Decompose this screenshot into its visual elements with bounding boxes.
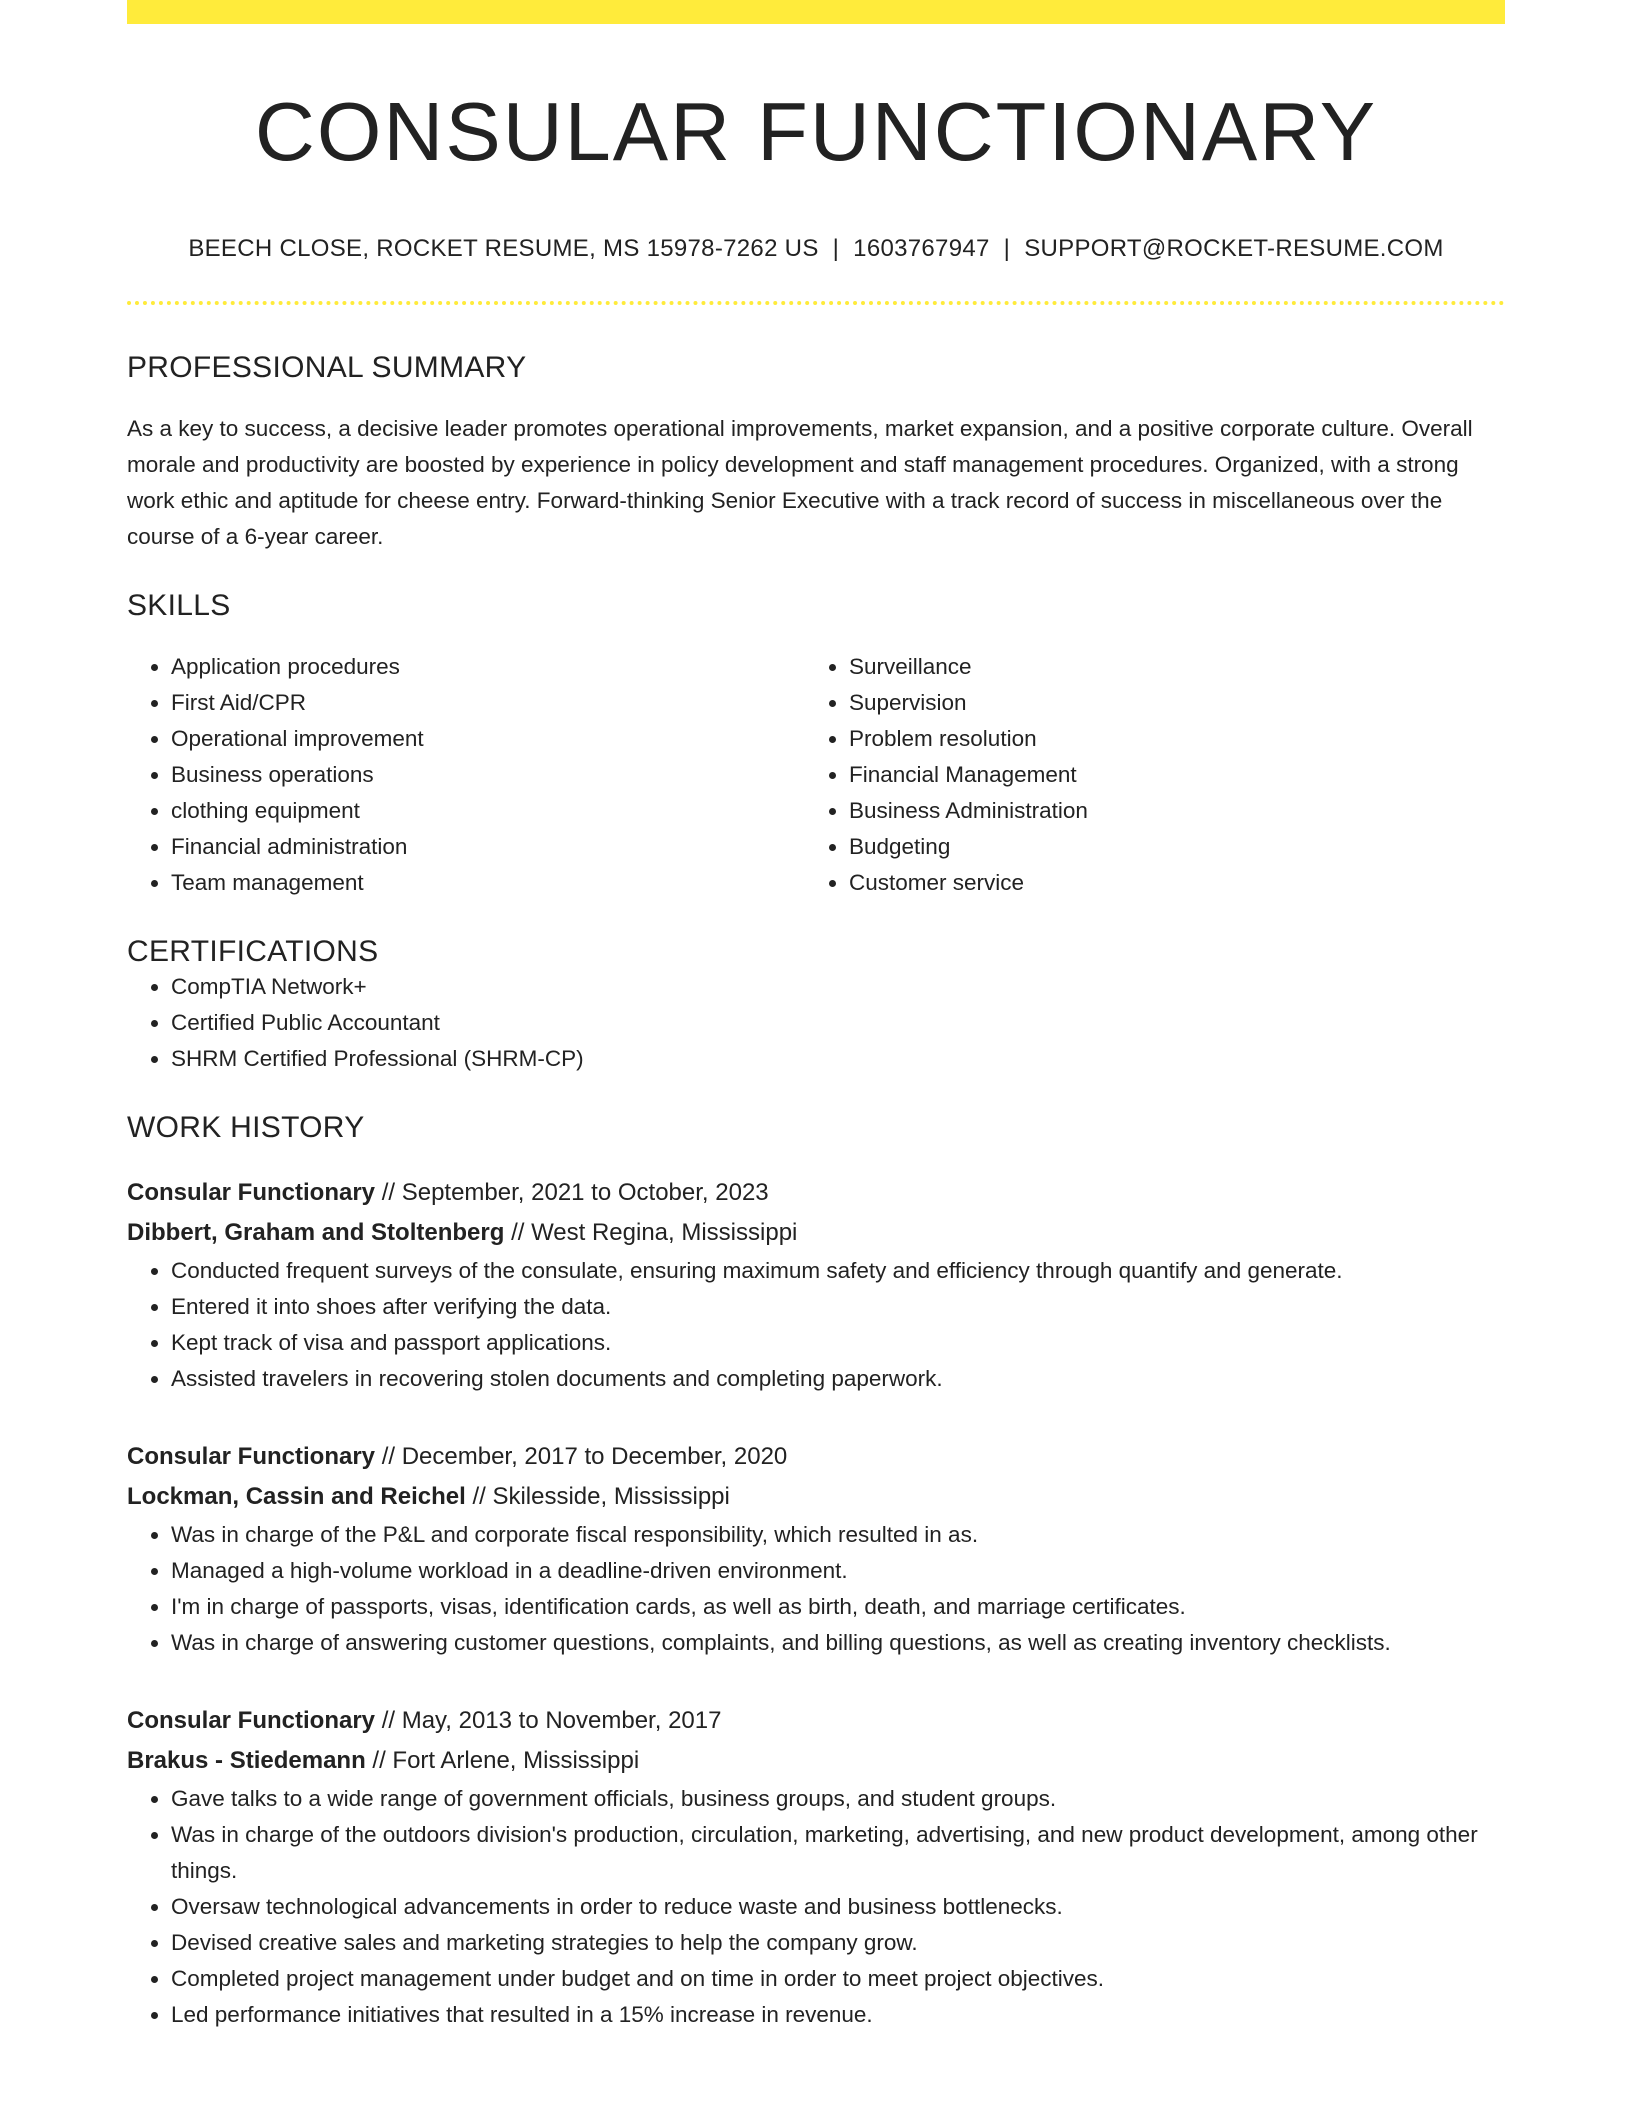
summary-heading: PROFESSIONAL SUMMARY: [127, 351, 527, 385]
skills-column-right: [805, 649, 1483, 901]
summary-text: As a key to success, a decisive leader promotes operational improvements, market expansion, and a positive corporate culture. Overall morale and productivity are boosted by experience in policy development and staff management procedures. Organized, with a strong work ethic and aptitude for cheese entry. Forward-thinking Senior Executive with a track record of success in miscellaneous over the course of a 6-year career.: [127, 416, 1473, 550]
job-title-line: [127, 1437, 1505, 1477]
skill-item: • Budgeting: [849, 829, 1483, 865]
job-company: Dibbert, Graham and Stoltenberg: [127, 1219, 505, 1247]
job-entry: [127, 1173, 1505, 1397]
skills-column-left: [127, 649, 805, 901]
skills-heading: SKILLS: [127, 589, 231, 623]
job-bullet: • Devised creative sales and marketing strategies to help the company grow.: [171, 1925, 1505, 1961]
skill-item: • First Aid/CPR: [171, 685, 805, 721]
skill-item: • Financial administration: [171, 829, 805, 865]
job-bullet-list: [127, 1253, 1505, 1397]
job-company: Lockman, Cassin and Reichel: [127, 1483, 466, 1511]
skills-list-left: [127, 649, 805, 901]
contact-separator: |: [1003, 235, 1011, 263]
job-entry: [127, 1701, 1505, 2033]
skill-item: • Supervision: [849, 685, 1483, 721]
job-dates: // May, 2013 to November, 2017: [381, 1707, 722, 1735]
job-location: // West Regina, Mississippi: [511, 1219, 798, 1247]
job-dates: // September, 2021 to October, 2023: [381, 1179, 769, 1207]
skill-item: • Application procedures: [171, 649, 805, 685]
job-dates: // December, 2017 to December, 2020: [381, 1443, 788, 1471]
job-company-line: [127, 1213, 1505, 1253]
skill-item: • Team management: [171, 865, 805, 901]
job-bullet: • Gave talks to a wide range of government officials, business groups, and student groups.: [171, 1781, 1505, 1817]
job-bullet: • Entered it into shoes after verifying the data.: [171, 1289, 1505, 1325]
contact-line: [127, 235, 1505, 263]
job-company: Brakus - Stiedemann: [127, 1747, 366, 1775]
job-bullet-list: [127, 1781, 1505, 2033]
skill-item: • Operational improvement: [171, 721, 805, 757]
job-title-line: [127, 1701, 1505, 1741]
accent-top-bar: [127, 0, 1505, 24]
job-role: Consular Functionary: [127, 1179, 376, 1207]
job-entry: [127, 1437, 1505, 1661]
job-location: // Fort Arlene, Mississippi: [372, 1747, 640, 1775]
work-history-heading: WORK HISTORY: [127, 1111, 365, 1145]
job-role: Consular Functionary: [127, 1707, 376, 1735]
job-company-line: [127, 1477, 1505, 1517]
job-bullet: • Was in charge of the outdoors division's production, circulation, marketing, advertising, and new product development, among other things.: [171, 1817, 1505, 1889]
job-bullet: • Led performance initiatives that resulted in a 15% increase in revenue.: [171, 1997, 1505, 2033]
job-bullet: • Oversaw technological advancements in order to reduce waste and business bottlenecks.: [171, 1889, 1505, 1925]
contact-address: BEECH CLOSE, ROCKET RESUME, MS 15978-7262 US: [188, 235, 819, 263]
job-bullet: • Managed a high-volume workload in a deadline-driven environment.: [171, 1553, 1505, 1589]
job-bullet: • Kept track of visa and passport applications.: [171, 1325, 1505, 1361]
job-bullet-list: [127, 1517, 1505, 1661]
contact-separator: |: [832, 235, 840, 263]
dotted-divider: [127, 301, 1505, 305]
skill-item: • Business Administration: [849, 793, 1483, 829]
job-bullet: • Was in charge of answering customer questions, complaints, and billing questions, as well as creating inventory checklists.: [171, 1625, 1505, 1661]
skill-item: • Problem resolution: [849, 721, 1483, 757]
certifications-list: [127, 969, 1505, 1077]
skill-item: • Customer service: [849, 865, 1483, 901]
skill-item: • clothing equipment: [171, 793, 805, 829]
skill-item: • Business operations: [171, 757, 805, 793]
job-role: Consular Functionary: [127, 1443, 376, 1471]
certification-item: • Certified Public Accountant: [171, 1005, 1505, 1041]
job-bullet: • Conducted frequent surveys of the consulate, ensuring maximum safety and efficiency through quantify and generate.: [171, 1253, 1505, 1289]
skills-grid: [127, 649, 1505, 901]
certification-item: • CompTIA Network+: [171, 969, 1505, 1005]
resume-page: [127, 0, 1505, 2033]
certification-item: • SHRM Certified Professional (SHRM-CP): [171, 1041, 1505, 1077]
candidate-name: CONSULAR FUNCTIONARY: [254, 85, 1378, 178]
contact-email: SUPPORT@ROCKET-RESUME.COM: [1024, 235, 1444, 263]
skill-item: • Surveillance: [849, 649, 1483, 685]
job-bullet: • Assisted travelers in recovering stolen documents and completing paperwork.: [171, 1361, 1505, 1397]
job-bullet: • Was in charge of the P&L and corporate fiscal responsibility, which resulted in as.: [171, 1517, 1505, 1553]
certifications-heading: CERTIFICATIONS: [127, 935, 379, 969]
job-location: // Skilesside, Mississippi: [472, 1483, 730, 1511]
skill-item: • Financial Management: [849, 757, 1483, 793]
job-title-line: [127, 1173, 1505, 1213]
skills-list-right: [805, 649, 1483, 901]
job-company-line: [127, 1741, 1505, 1781]
job-bullet: • Completed project management under budget and on time in order to meet project objectives.: [171, 1961, 1505, 1997]
job-bullet: • I'm in charge of passports, visas, identification cards, as well as birth, death, and marriage certificates.: [171, 1589, 1505, 1625]
contact-phone: 1603767947: [853, 235, 990, 263]
